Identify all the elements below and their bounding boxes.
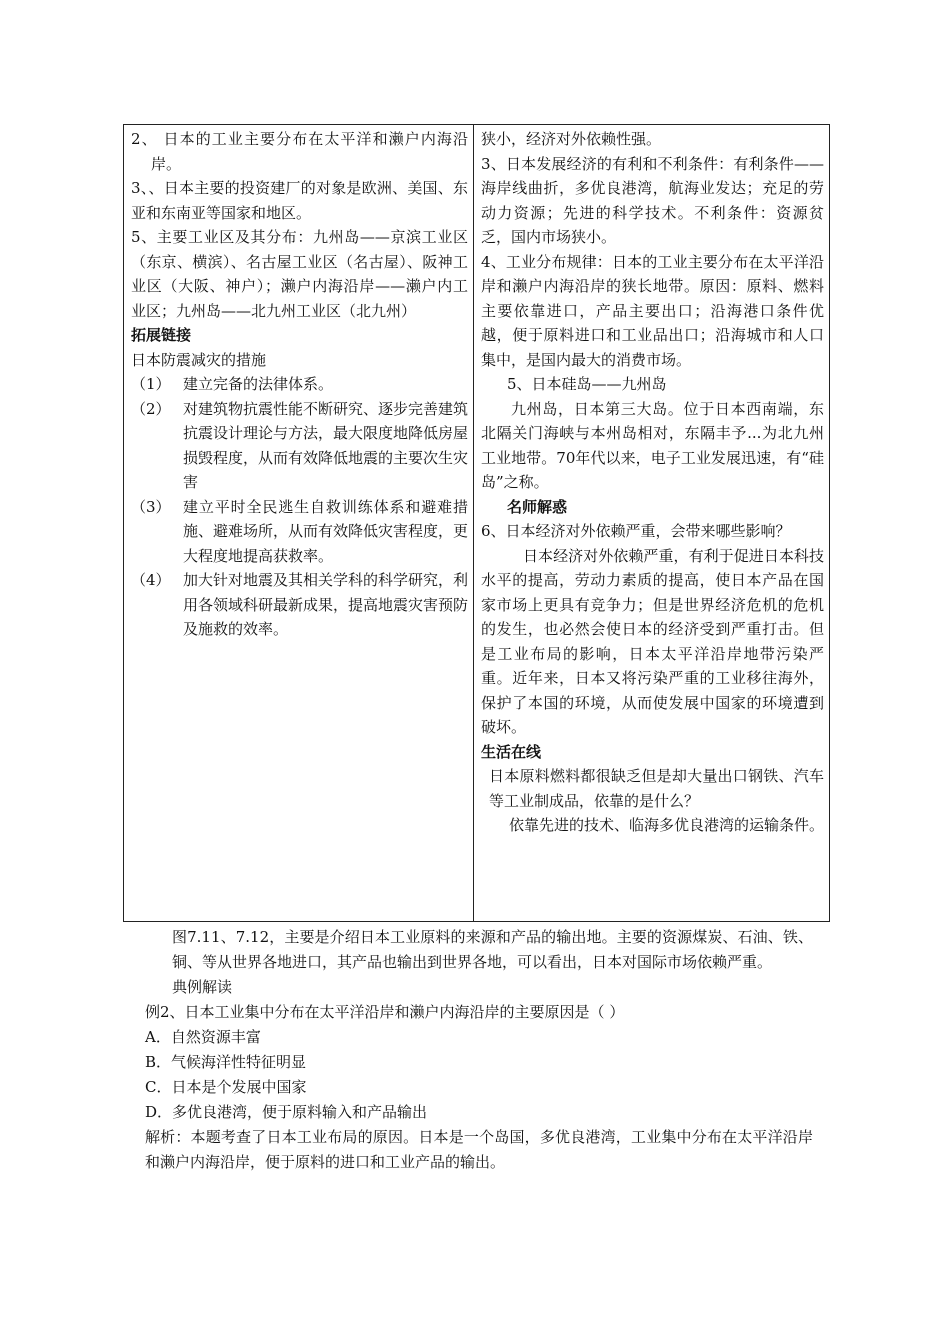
kyushu-paragraph: 九州岛，日本第三大岛。位于日本西南端，东北隔关门海峡与本州岛相对，东隔丰予...为北九州工业地带。70年代以来，电子工业发展迅速，有“硅岛”之称。 [481, 399, 824, 491]
right-point-4: 4、工业分布规律：日本的工业主要分布在太平洋沿岸和濑户内海沿岸的狭长地带。原因：原料、燃料主要依靠进口，产品主要出口；沿海港口条件优越，便于原料进口和工业品出口；沿海城市和人口集中，是国内最大的消费市场。 [481, 252, 824, 369]
answer-paragraph: 日本经济对外依赖严重，有利于促进日本科技水平的提高，劳动力素质的提高，使日本产品在国家市场上更具有竞争力；但是世界经济危机的危机的发生，也必然会使日本的经济受到严重打击。但是工业布局的影响，日本太平洋沿岸地带污染严重。近年来，日本又将污染严重的工业移往海外，保护了本国的环境，从而使发展中国家的环境遭到破坏。 [481, 546, 824, 736]
example-heading: 典例解读 [172, 978, 233, 996]
life-answer: 依靠先进的技术、临海多优良港湾的运输条件。 [509, 816, 825, 834]
list-item-text: 加大针对地震及其相关学科的科学研究，利用各领域科研最新成果，提高地震灾害预防及施救的效率。 [183, 571, 469, 638]
list-item-text: 对建筑物抗震性能不断研究、逐步完善建筑抗震设计理论与方法，最大限度地降低房屋损毁程度，从而有效降低地震的主要次生灾害 [183, 399, 469, 491]
section-heading-teacher: 名师解惑 [507, 497, 568, 516]
right-point-5: 5、日本硅岛——九州岛 [507, 375, 667, 393]
right-question-6: 6、日本经济对外依赖严重，会带来哪些影响？ [481, 522, 791, 540]
list-item-number: （1） [131, 375, 171, 393]
option-b: B．气候海洋性特征明显 [145, 1053, 307, 1071]
content-table [123, 124, 830, 922]
section-heading-extension: 拓展链接 [131, 326, 192, 344]
below-table-text [145, 925, 813, 1175]
right-continuation: 狭小，经济对外依赖性强。 [481, 130, 662, 148]
option-a: A．自然资源丰富 [145, 1028, 261, 1046]
left-point-3: 3、、日本主要的投资建厂的对象是欧洲、美国、东亚和东南亚等国家和地区。 [131, 179, 468, 222]
list-item [131, 372, 468, 397]
right-point-3: 3、日本发展经济的有利和不利条件：有利条件——海岸线曲折，多优良港湾，航海业发达；充足的劳动力资源；先进的科学技术。不利条件：资源贫乏，国内市场狭小。 [481, 154, 824, 246]
right-column [474, 125, 830, 922]
list-item-text: 建立完备的法律体系。 [183, 375, 334, 393]
list-item-number: （3） [131, 497, 171, 516]
list-item [131, 568, 468, 642]
option-d: D．多优良港湾，便于原料输入和产品输出 [145, 1103, 428, 1121]
option-c: C．日本是个发展中国家 [145, 1078, 307, 1096]
analysis-paragraph: 解析：本题考查了日本工业布局的原因。日本是一个岛国，多优良港湾，工业集中分布在太平洋沿岸和濑户内海沿岸，便于原料的进口和工业产品的输出。 [145, 1128, 813, 1171]
left-point-5: 5、主要工业区及其分布：九州岛——京滨工业区（东京、横滨）、名古屋工业区（名古屋）、阪神工业区（大阪、神户）；濑户内海沿岸——濑户内工业区；九州岛——北九州工业区（北九州） [131, 228, 468, 320]
example-question: 例2、日本工业集中分布在太平洋沿岸和濑户内海沿岸的主要原因是（ ） [145, 1003, 625, 1021]
left-column [124, 125, 474, 922]
list-item-number: （2） [131, 399, 171, 418]
list-item-number: （4） [131, 571, 171, 589]
figure-description: 图7.11、7.12，主要是介绍日本工业原料的来源和产品的输出地。主要的资源煤炭、石油、铁、铜、等从世界各地进口，其产品也输出到世界各地，可以看出，日本对国际市场依赖严重。 [172, 928, 813, 971]
life-question: 日本原料燃料都很缺乏但是却大量出口钢铁、汽车等工业制成品，依靠的是什么？ [489, 767, 824, 810]
section-heading-life: 生活在线 [481, 742, 542, 761]
subheading-earthquake-measures: 日本防震减灾的措施 [131, 350, 267, 369]
list-item-text: 建立平时全民逃生自救训练体系和避难措施、避难场所，从而有效降低灾害程度，更大程度地提高获救率。 [183, 497, 469, 565]
list-item [131, 397, 468, 495]
left-point-2: 2、 日本的工业主要分布在太平洋和濑户内海沿岸。 [131, 130, 468, 173]
list-item [131, 495, 468, 569]
